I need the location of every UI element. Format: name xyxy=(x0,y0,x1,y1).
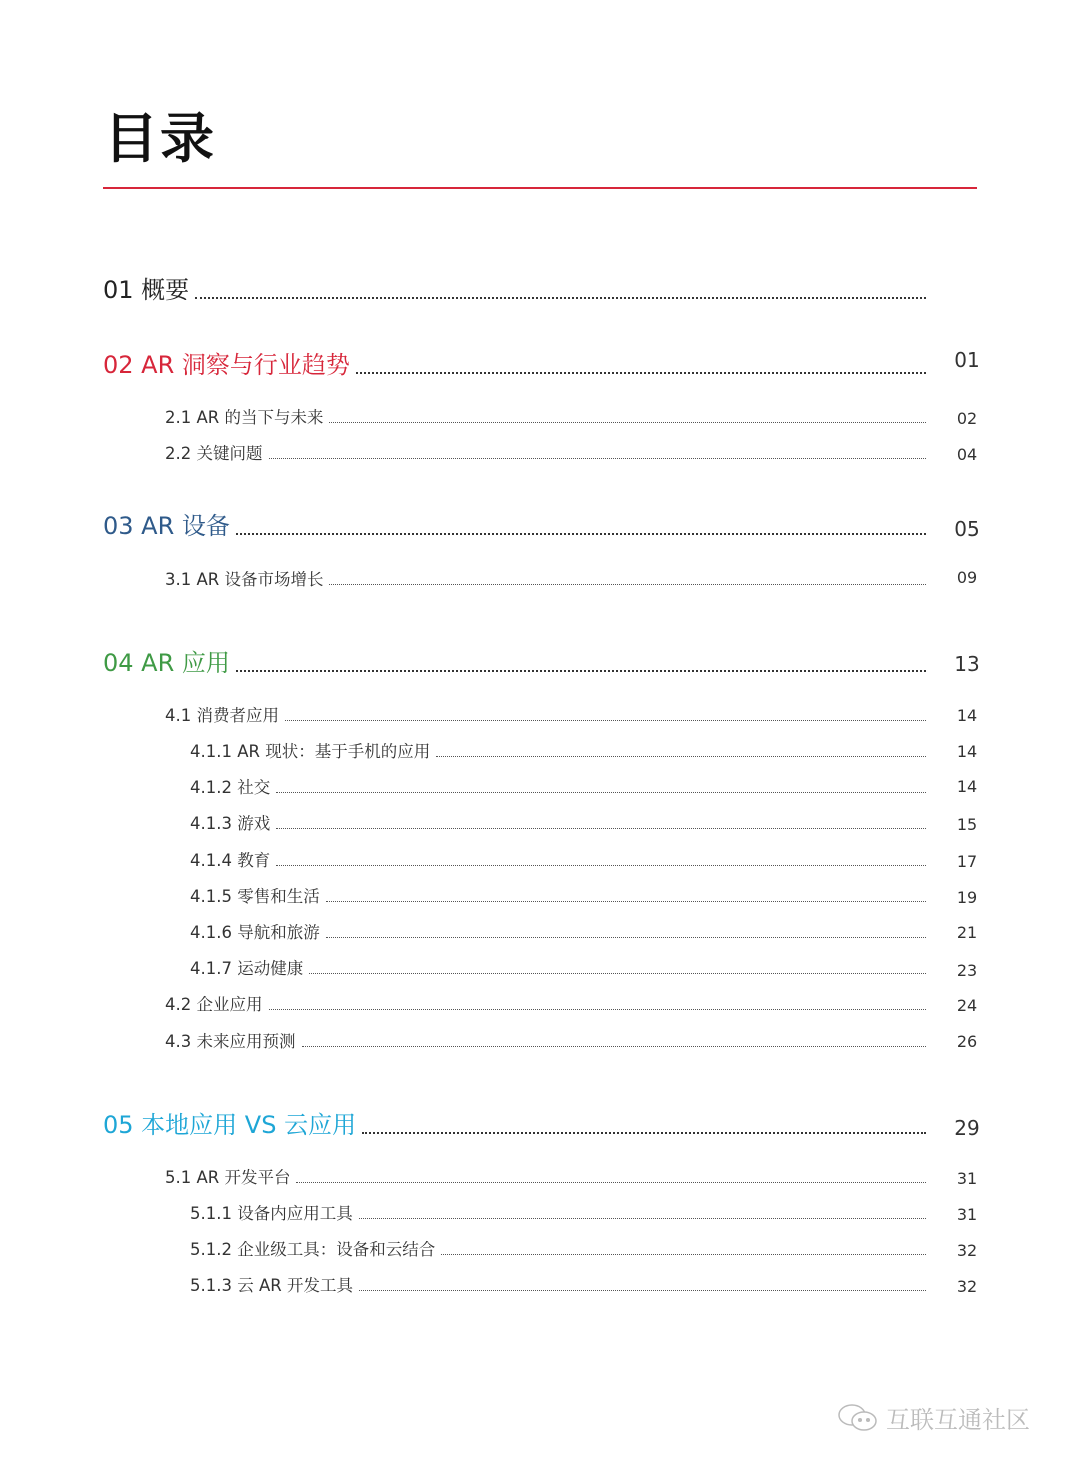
toc-entry-label: 4.1.6 导航和旅游 xyxy=(190,923,320,942)
dot-leader xyxy=(236,670,926,672)
toc-entry[interactable] xyxy=(165,702,926,726)
toc-entry[interactable] xyxy=(165,1028,926,1052)
toc-page-number: 04 xyxy=(956,445,978,464)
toc-entry[interactable] xyxy=(190,810,926,834)
dot-leader xyxy=(326,937,926,938)
toc-entry-label: 2.2 关键问题 xyxy=(165,444,263,463)
toc-entry[interactable] xyxy=(165,991,926,1015)
toc-entry-label: 5.1.1 设备内应用工具 xyxy=(190,1204,353,1223)
toc-page-number: 32 xyxy=(956,1277,978,1296)
toc-entry-label: 4.1.4 教育 xyxy=(190,851,271,870)
toc-page-number: 29 xyxy=(954,1116,980,1140)
toc-entry-label: 4.1.2 社交 xyxy=(190,778,271,797)
toc-entry-label: 01 概要 xyxy=(103,276,190,304)
toc-entry[interactable] xyxy=(165,566,926,590)
toc-entry-label: 4.1.1 AR 现状：基于手机的应用 xyxy=(190,742,431,761)
toc-page-number: 17 xyxy=(956,852,978,871)
toc-entry[interactable] xyxy=(190,774,926,798)
toc-entry[interactable] xyxy=(190,1200,926,1224)
toc-page-number: 24 xyxy=(956,996,978,1015)
dot-leader xyxy=(356,372,926,374)
dot-leader xyxy=(436,756,926,757)
toc-entry-label: 4.1.3 游戏 xyxy=(190,814,271,833)
toc-page-number: 13 xyxy=(954,652,980,676)
dot-leader xyxy=(236,533,926,535)
toc-page-number: 05 xyxy=(954,517,980,541)
watermark xyxy=(836,1400,1030,1435)
toc-entry[interactable] xyxy=(190,1236,926,1260)
toc-entry-label: 3.1 AR 设备市场增长 xyxy=(165,570,324,589)
dot-leader xyxy=(441,1254,926,1255)
dot-leader xyxy=(359,1218,926,1219)
toc-page-number: 02 xyxy=(956,409,978,428)
toc-entry-label: 4.2 企业应用 xyxy=(165,995,263,1014)
toc-entry[interactable] xyxy=(103,1105,926,1140)
toc-entry[interactable] xyxy=(103,643,926,678)
dot-leader xyxy=(269,458,927,459)
toc-entry-label: 5.1 AR 开发平台 xyxy=(165,1168,291,1187)
toc-page-number: 14 xyxy=(956,706,978,725)
toc-entry-label: 5.1.3 云 AR 开发工具 xyxy=(190,1276,353,1295)
toc-entry[interactable] xyxy=(190,883,926,907)
dot-leader xyxy=(276,792,926,793)
watermark-text: 互联互通社区 xyxy=(886,1406,1030,1434)
page-title: 目录 xyxy=(104,107,216,170)
toc-page-number: 31 xyxy=(956,1205,978,1224)
toc-entry-label: 02 AR 洞察与行业趋势 xyxy=(103,351,350,379)
dot-leader xyxy=(276,828,926,829)
toc-entry-label: 4.1.7 运动健康 xyxy=(190,959,304,978)
toc-entry[interactable] xyxy=(190,738,926,762)
toc-entry-label: 4.3 未来应用预测 xyxy=(165,1032,296,1051)
toc-page-number: 19 xyxy=(956,888,978,907)
dot-leader xyxy=(329,422,926,423)
toc-entry-label: 4.1 消费者应用 xyxy=(165,706,279,725)
toc-entry[interactable] xyxy=(103,345,926,380)
wechat-icon xyxy=(836,1402,880,1434)
toc-page-number: 15 xyxy=(956,815,978,834)
toc-page-number: 31 xyxy=(956,1169,978,1188)
toc-entry[interactable] xyxy=(165,1164,926,1188)
dot-leader xyxy=(326,901,926,902)
dot-leader xyxy=(359,1290,926,1291)
toc-entry-label: 04 AR 应用 xyxy=(103,649,230,677)
toc-entry[interactable] xyxy=(103,270,926,305)
dot-leader xyxy=(285,720,926,721)
dot-leader xyxy=(309,973,926,974)
title-divider xyxy=(103,187,977,189)
toc-page-number: 21 xyxy=(956,923,978,942)
toc-page-number: 23 xyxy=(956,961,978,980)
toc-page-number: 32 xyxy=(956,1241,978,1260)
dot-leader xyxy=(269,1009,927,1010)
dot-leader xyxy=(195,297,926,299)
toc-page-number: 14 xyxy=(956,777,978,796)
toc-entry-label: 5.1.2 企业级工具：设备和云结合 xyxy=(190,1240,436,1259)
toc-page-number: 01 xyxy=(954,348,980,372)
dot-leader xyxy=(302,1046,927,1047)
toc-entry-label: 03 AR 设备 xyxy=(103,512,230,540)
toc-page-number: 09 xyxy=(956,568,978,587)
toc-entry[interactable] xyxy=(165,440,926,464)
toc-entry[interactable] xyxy=(165,404,926,428)
toc-entry-label: 05 本地应用 VS 云应用 xyxy=(103,1111,357,1139)
toc-entry[interactable] xyxy=(190,847,926,871)
dot-leader xyxy=(296,1182,926,1183)
toc-page-number: 26 xyxy=(956,1032,978,1051)
toc-page-number: 14 xyxy=(956,742,978,761)
toc-entry[interactable] xyxy=(190,919,926,943)
dot-leader xyxy=(329,584,926,585)
toc-entry[interactable] xyxy=(190,955,926,979)
toc-entry-label: 4.1.5 零售和生活 xyxy=(190,887,320,906)
toc-entry-label: 2.1 AR 的当下与未来 xyxy=(165,408,324,427)
dot-leader xyxy=(362,1132,926,1134)
dot-leader xyxy=(276,865,926,866)
toc-entry[interactable] xyxy=(190,1272,926,1296)
toc-entry[interactable] xyxy=(103,506,926,541)
